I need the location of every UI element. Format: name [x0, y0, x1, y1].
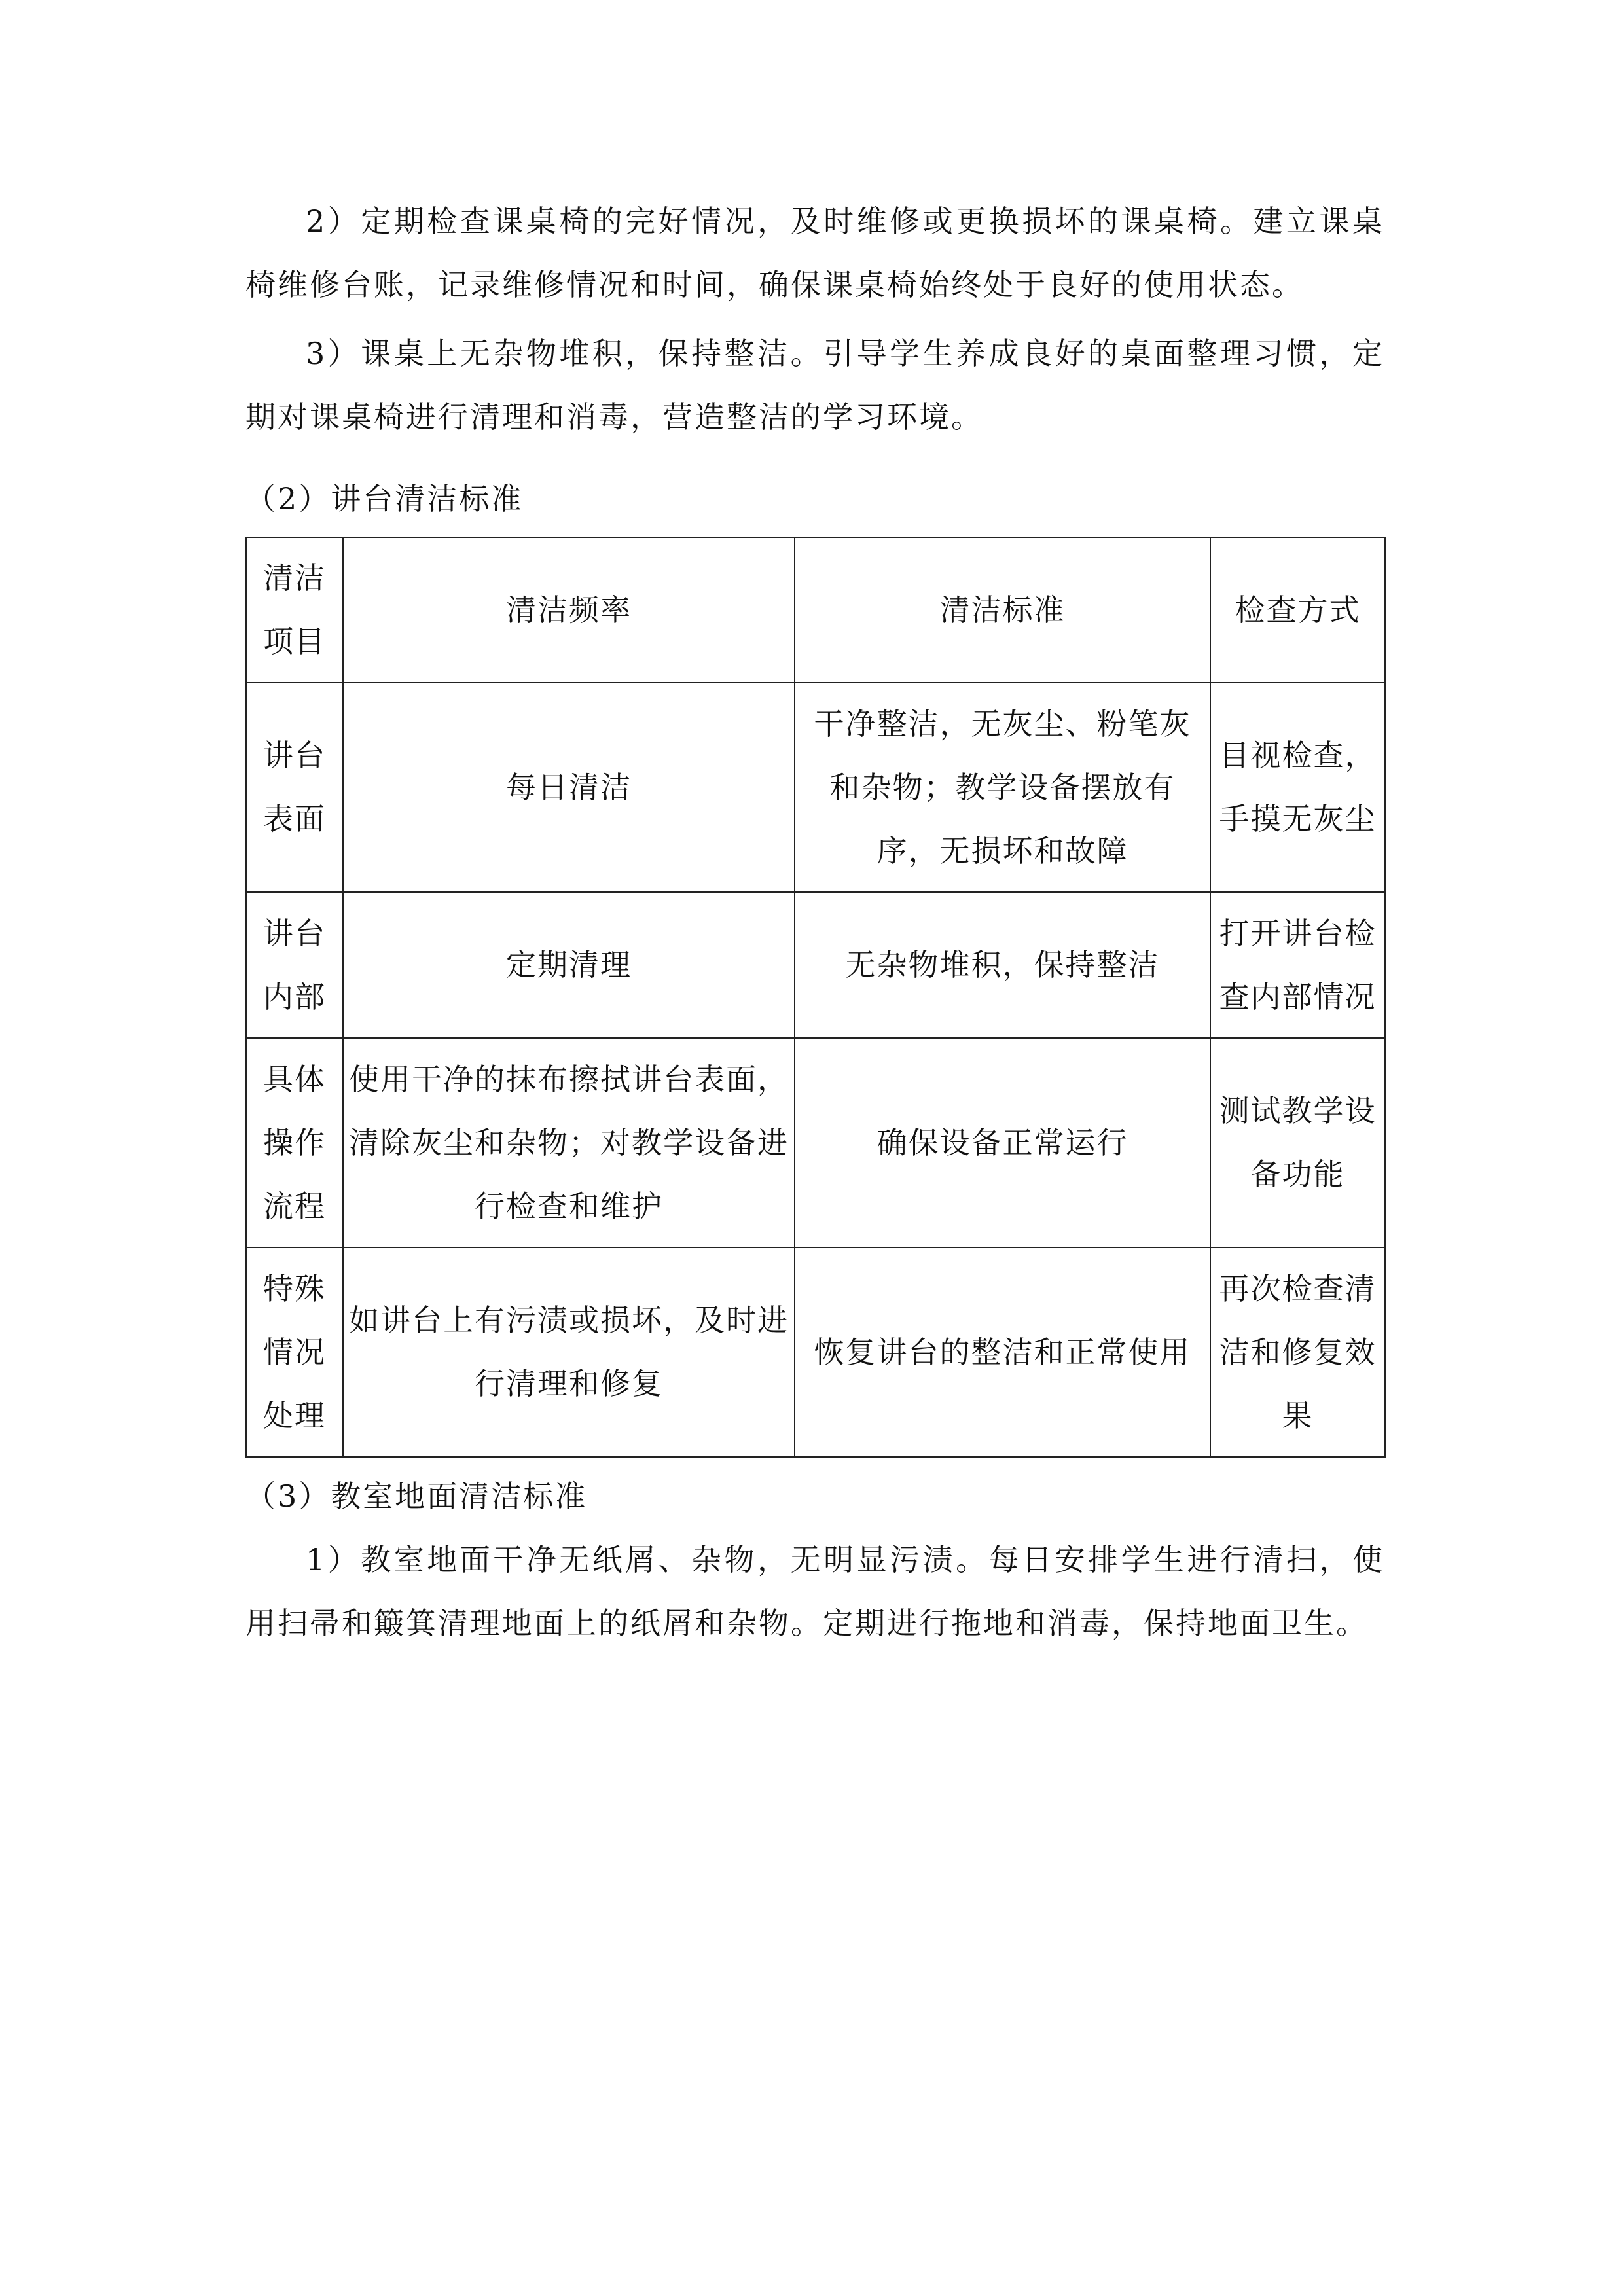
table-cell: 恢复讲台的整洁和正常使用 — [795, 1247, 1210, 1457]
table-header-row — [246, 537, 1385, 683]
table-cell: 具体操作流程 — [246, 1038, 343, 1247]
paragraph-desk-repair: 2）定期检查课桌椅的完好情况，及时维修或更换损坏的课桌椅。建立课桌椅维修台账，记录维修情况和时间，确保课桌椅始终处于良好的使用状态。 — [245, 204, 1384, 302]
table-cell: 目视检查，手摸无灰尘 — [1210, 683, 1385, 892]
header-cell-inspection: 检查方式 — [1210, 537, 1385, 683]
table-cell: 讲台表面 — [246, 683, 343, 892]
table-cell: 特殊情况处理 — [246, 1247, 343, 1457]
table-cell: 讲台内部 — [246, 892, 343, 1038]
table-cell: 使用干净的抹布擦拭讲台表面，清除灰尘和杂物；对教学设备进行检查和维护 — [343, 1038, 795, 1247]
table-cell: 每日清洁 — [343, 683, 795, 892]
header-cell-standard: 清洁标准 — [795, 537, 1210, 683]
table-row — [246, 1038, 1385, 1247]
table-row — [246, 892, 1385, 1038]
table-cell: 无杂物堆积，保持整洁 — [795, 892, 1210, 1038]
table-cell: 打开讲台检查内部情况 — [1210, 892, 1385, 1038]
podium-cleaning-table — [245, 537, 1386, 1458]
header-cell-item: 清洁项目 — [246, 537, 343, 683]
table-row — [246, 683, 1385, 892]
table-cell: 如讲台上有污渍或损坏，及时进行清理和修复 — [343, 1247, 795, 1457]
table-cell: 测试教学设备功能 — [1210, 1038, 1385, 1247]
header-cell-frequency: 清洁频率 — [343, 537, 795, 683]
paragraph-floor-cleaning: 1）教室地面干净无纸屑、杂物，无明显污渍。每日安排学生进行清扫，使用扫帚和簸箕清理地面上的纸屑和杂物。定期进行拖地和消毒，保持地面卫生。 — [245, 1542, 1384, 1641]
table-cell: 定期清理 — [343, 892, 795, 1038]
table-row — [246, 1247, 1385, 1457]
section-heading-podium: （2）讲台清洁标准 — [245, 481, 524, 516]
paragraph-desk-tidy: 3）课桌上无杂物堆积，保持整洁。引导学生养成良好的桌面整理习惯，定期对课桌椅进行清理和消毒，营造整洁的学习环境。 — [245, 336, 1384, 435]
table-cell: 再次检查清洁和修复效果 — [1210, 1247, 1385, 1457]
table-cell: 干净整洁，无灰尘、粉笔灰和杂物；教学设备摆放有序，无损坏和故障 — [795, 683, 1210, 892]
table-cell: 确保设备正常运行 — [795, 1038, 1210, 1247]
section-heading-floor: （3）教室地面清洁标准 — [245, 1479, 588, 1514]
